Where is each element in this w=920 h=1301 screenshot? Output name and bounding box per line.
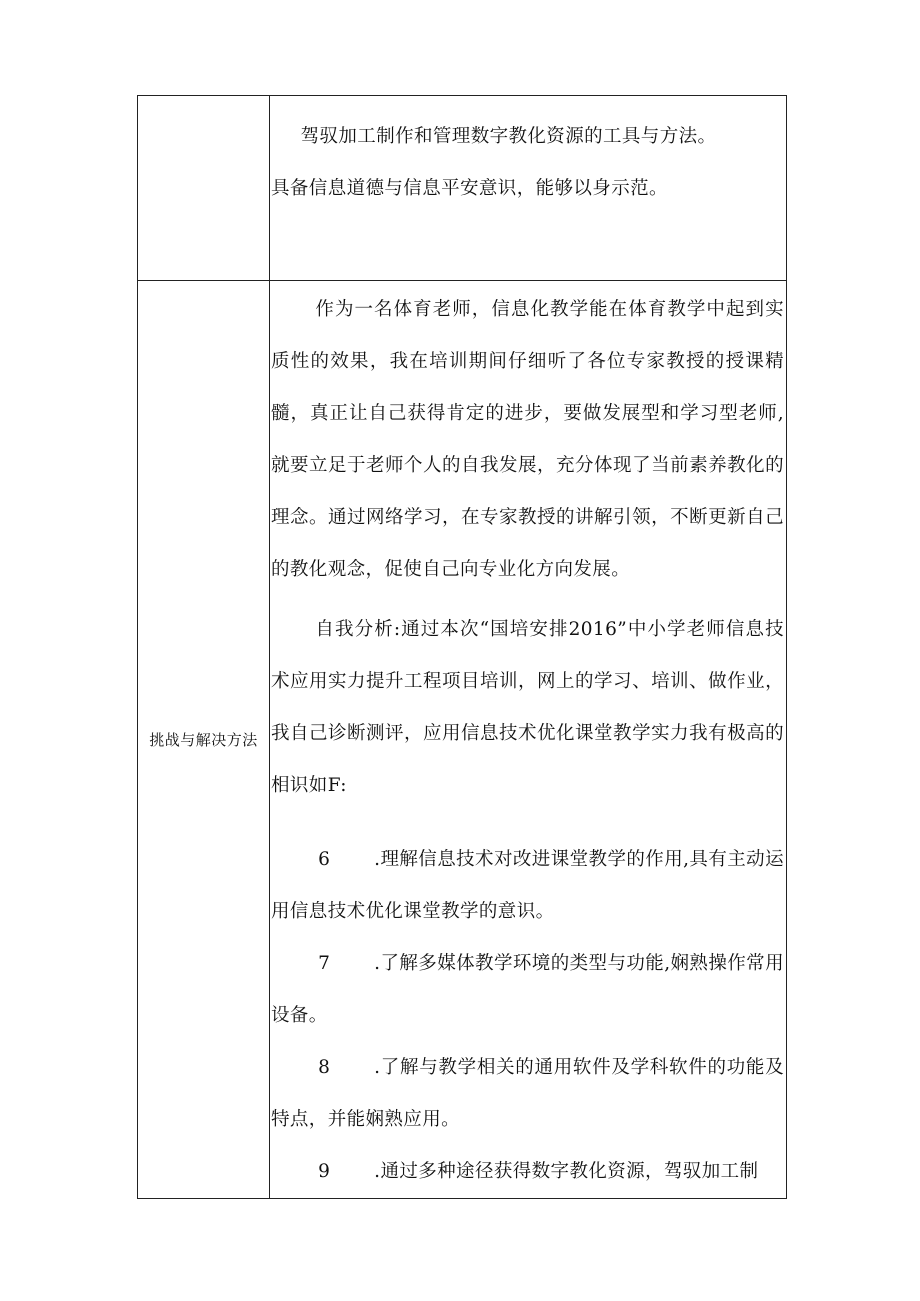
text-line: 具备信息道德与信息平安意识，能够以身示范。 xyxy=(271,178,668,199)
text-line: 驾驭加工制作和管理数字教化资源的工具与方法。 xyxy=(300,126,717,147)
row-content xyxy=(270,281,787,1199)
list-item xyxy=(271,1042,784,1146)
content-table xyxy=(137,95,787,1199)
list-item xyxy=(271,938,784,1042)
row-label-empty xyxy=(138,96,270,281)
list-number: 8 xyxy=(318,1057,331,1078)
paragraph: 作为一名体育老师，信息化教学能在体育教学中起到实质性的效果，我在培训期间仔细听了各位专家教授的授课精髓，真正让自己获得肯定的进步，要做发展型和学习型老师,就要立足于老师个人的自我发展，充分体现了当前素养教化的理念。通过网络学习，在专家教授的讲解引领，不断更新自己的教化观念，促使自己向专业化方向发展。 xyxy=(271,299,784,580)
list-number: 6 xyxy=(318,849,331,870)
list-number: 7 xyxy=(318,953,331,974)
table-row xyxy=(138,96,787,281)
list-text: .了解多媒体教学环境的类型与功能,娴熟操作常用设备。 xyxy=(271,953,784,1026)
row-label: 挑战与解决方法 xyxy=(138,281,270,1199)
list-text: .通过多种途径获得数字教化资源，驾驭加工制 xyxy=(374,1161,759,1182)
table-row xyxy=(138,281,787,1199)
list-item xyxy=(271,834,784,938)
list-text: .理解信息技术对改进课堂教学的作用,具有主动运用信息技术优化课堂教学的意识。 xyxy=(271,849,784,922)
list-item xyxy=(271,1146,784,1198)
paragraph: 自我分析:通过本次“国培安排2016”中小学老师信息技术应用实力提升工程项目培训，网上的学习、培训、做作业，我自己诊断测评，应用信息技术优化课堂教学实力我有极高的相识如F: xyxy=(271,619,784,796)
row-content xyxy=(270,96,787,281)
list-number: 9 xyxy=(318,1161,331,1182)
list-text: .了解与教学相关的通用软件及学科软件的功能及特点，并能娴熟应用。 xyxy=(271,1057,784,1130)
